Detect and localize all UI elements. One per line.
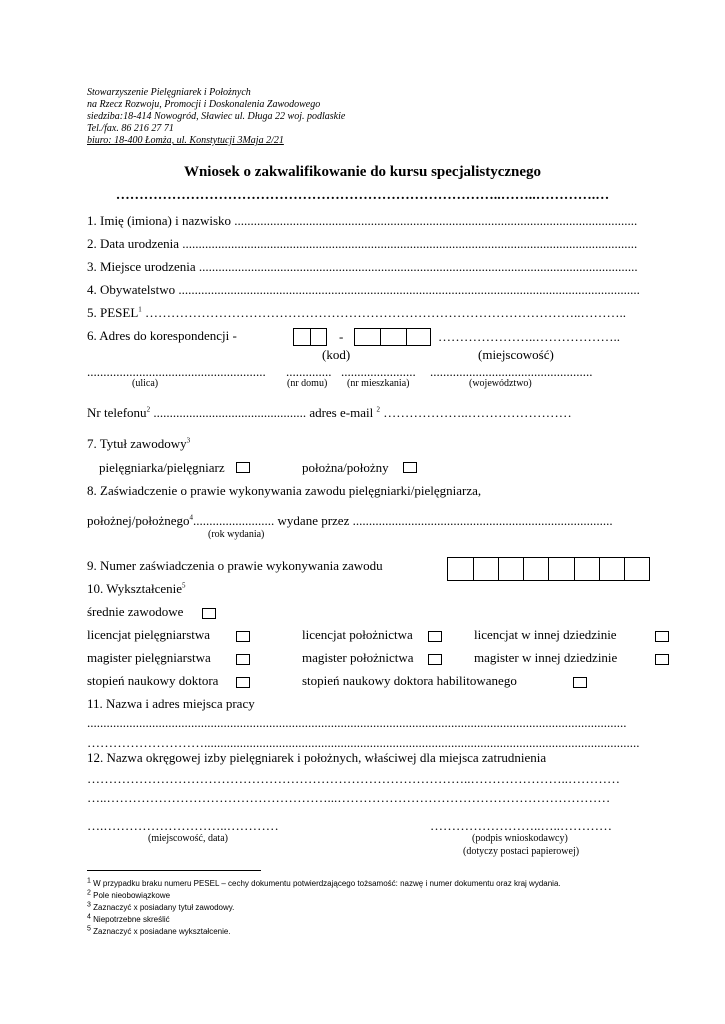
workplace-field-1[interactable]: ...................................................................................................................................................................... bbox=[87, 715, 627, 730]
footnote-ref-3: 3 bbox=[186, 436, 191, 445]
edu-secondary-checkbox[interactable] bbox=[202, 608, 216, 619]
pesel-dots: ………………………………………………………………………………………..……….. bbox=[141, 305, 627, 320]
edu-habilitation-checkbox[interactable] bbox=[573, 677, 587, 688]
signature-caption: (podpis wnioskodawcy) bbox=[472, 833, 568, 844]
address-label: 6. Adres do korespondencji - bbox=[87, 328, 237, 343]
edu-secondary-label: średnie zawodowe bbox=[87, 604, 184, 619]
city-field[interactable]: …………………..……………….. bbox=[438, 329, 620, 344]
footnote-2 bbox=[87, 891, 170, 901]
chamber-field-1[interactable]: ……………………………………………………………………………..…………………..………… bbox=[87, 771, 620, 786]
org-phone: Tel./fax. 86 216 27 71 bbox=[87, 123, 174, 134]
title-midwife-checkbox[interactable] bbox=[403, 462, 417, 473]
email-field[interactable]: ………………..…………………… bbox=[379, 405, 572, 420]
footnote-text-5: Zaznaczyć x posiadane wykształcenie. bbox=[93, 927, 231, 936]
phone-field[interactable]: ............................................... adres e-mail bbox=[150, 405, 377, 420]
edu-master-nursing-checkbox[interactable] bbox=[236, 654, 250, 665]
edu-habilitation-label: stopień naukowy doktora habilitowanego bbox=[302, 673, 517, 688]
professional-title-text: 7. Tytuł zawodowy bbox=[87, 436, 187, 451]
field-birth-place[interactable]: 3. Miejsce urodzenia ....................................................................................................................................... bbox=[87, 259, 638, 274]
apartment-number-caption: (nr mieszkania) bbox=[347, 378, 410, 389]
phone-email-row[interactable] bbox=[87, 405, 572, 421]
footnote-num-3: 3 bbox=[87, 901, 91, 909]
edu-master-midwifery-checkbox[interactable] bbox=[428, 654, 442, 665]
phone-label: Nr telefonu bbox=[87, 405, 147, 420]
field-birth-date[interactable]: 2. Data urodzenia ............................................................................................................................................ bbox=[87, 236, 638, 251]
professional-title-label bbox=[87, 436, 190, 452]
org-name-cont: na Rzecz Rozwoju, Promocji i Doskonalenia Zawodowego bbox=[87, 99, 321, 110]
footnote-5 bbox=[87, 927, 231, 937]
footnote-ref-4: 4 bbox=[189, 513, 194, 522]
field-name[interactable]: 1. Imię (imiona) i nazwisko ............................................................................................................................ bbox=[87, 213, 638, 228]
license-year-caption: (rok wydania) bbox=[208, 529, 265, 540]
house-number-field[interactable]: .............. bbox=[286, 364, 332, 379]
license-label: 8. Zaświadczenie o prawie wykonywania zawodu pielęgniarki/pielęgniarza, bbox=[87, 483, 482, 498]
postal-code-part2[interactable] bbox=[354, 328, 431, 346]
license-year-issuer-field[interactable]: ......................... wydane przez ................................................................................ bbox=[193, 513, 613, 528]
footnote-num-1: 1 bbox=[87, 877, 91, 885]
org-name: Stowarzyszenie Pielęgniarek i Położnych bbox=[87, 87, 251, 98]
workplace-label: 11. Nazwa i adres miejsca pracy bbox=[87, 696, 255, 711]
footnote-ref-2b: 2 bbox=[376, 405, 380, 414]
edu-master-other-checkbox[interactable] bbox=[655, 654, 669, 665]
footnote-num-2: 2 bbox=[87, 889, 91, 897]
footnote-text-4: Niepotrzebne skreślić bbox=[93, 915, 170, 924]
title-nurse-checkbox[interactable] bbox=[236, 462, 250, 473]
footnote-num-4: 4 bbox=[87, 913, 91, 921]
license-number-label: 9. Numer zaświadczenia o prawie wykonywania zawodu bbox=[87, 558, 383, 573]
org-office: biuro: 18-400 Łomża, ul. Konstytucji 3Maja 2/21 bbox=[87, 135, 284, 146]
chamber-field-2[interactable]: …..……………………………………………...……………………………………………………… bbox=[87, 790, 611, 805]
edu-bachelor-nursing-label: licencjat pielęgniarstwa bbox=[87, 627, 211, 642]
province-field[interactable]: .................................................. bbox=[430, 364, 593, 379]
edu-phd-label: stopień naukowy doktora bbox=[87, 673, 219, 688]
title-midwife-label: położna/położny bbox=[302, 460, 389, 475]
footnote-text-1: W przypadku braku numeru PESEL – cechy dokumentu potwierdzającego tożsamość: nazwę i numer dokumentu oraz kraj wydania. bbox=[93, 879, 561, 888]
edu-bachelor-midwifery-label: licencjat położnictwa bbox=[302, 627, 413, 642]
edu-master-other-label: magister w innej dziedzinie bbox=[474, 650, 618, 665]
footnote-ref-5: 5 bbox=[182, 581, 186, 590]
license-row[interactable] bbox=[87, 513, 613, 529]
postal-code-part1[interactable] bbox=[293, 328, 327, 346]
street-field[interactable]: ....................................................... bbox=[87, 364, 266, 379]
license-number-boxes[interactable] bbox=[447, 557, 650, 581]
field-pesel[interactable] bbox=[87, 305, 626, 321]
edu-bachelor-other-label: licencjat w innej dziedzinie bbox=[474, 627, 617, 642]
footnote-1 bbox=[87, 879, 561, 889]
field-citizenship[interactable]: 4. Obywatelstwo .............................................................................................................................................. bbox=[87, 282, 640, 297]
footnote-4 bbox=[87, 915, 170, 925]
page-title: Wniosek o zakwalifikowanie do kursu specjalistycznego bbox=[183, 164, 542, 180]
city-caption: (miejscowość) bbox=[478, 347, 554, 362]
edu-master-midwifery-label: magister położnictwa bbox=[302, 650, 414, 665]
place-date-caption: (miejscowość, data) bbox=[148, 833, 228, 844]
footnote-ref-2: 2 bbox=[146, 405, 151, 414]
license-label-cont: położnej/położnego bbox=[87, 513, 190, 528]
footnote-separator bbox=[87, 870, 261, 871]
edu-master-nursing-label: magister pielęgniarstwa bbox=[87, 650, 211, 665]
chamber-label: 12. Nazwa okręgowej izby pielęgniarek i położnych, właściwej dla miejsca zatrudnienia bbox=[87, 750, 547, 765]
apartment-number-field[interactable]: ....................... bbox=[341, 364, 416, 379]
footnote-num-5: 5 bbox=[87, 925, 91, 933]
postal-code-caption: (kod) bbox=[322, 347, 351, 362]
signature-note: (dotyczy postaci papierowej) bbox=[463, 846, 580, 857]
title-nurse-label: pielęgniarka/pielęgniarz bbox=[99, 460, 225, 475]
footnote-text-3: Zaznaczyć x posiadany tytuł zawodowy. bbox=[93, 903, 235, 912]
education-text: 10. Wykształcenie bbox=[87, 581, 182, 596]
org-header bbox=[87, 87, 345, 147]
province-caption: (województwo) bbox=[469, 378, 532, 389]
edu-phd-checkbox[interactable] bbox=[236, 677, 250, 688]
footnote-3 bbox=[87, 903, 234, 913]
footnote-text-2: Pole nieobowiązkowe bbox=[93, 891, 171, 900]
workplace-field-2[interactable]: ………………………...................................................................................................................................... bbox=[87, 735, 640, 750]
street-caption: (ulica) bbox=[132, 378, 159, 389]
pesel-label: 5. PESEL bbox=[87, 305, 139, 320]
edu-bachelor-nursing-checkbox[interactable] bbox=[236, 631, 250, 642]
place-date-field[interactable]: ….………………………..………… bbox=[87, 818, 279, 833]
org-seat: siedziba:18-414 Nowogród, Sławiec ul. Długa 22 woj. podlaskie bbox=[87, 111, 346, 122]
signature-field[interactable]: ……………………..…..………… bbox=[430, 818, 612, 833]
education-label bbox=[87, 581, 186, 597]
edu-bachelor-midwifery-checkbox[interactable] bbox=[428, 631, 442, 642]
postal-dash: - bbox=[339, 329, 344, 344]
footnote-ref-1: 1 bbox=[138, 305, 142, 314]
edu-bachelor-other-checkbox[interactable] bbox=[655, 631, 669, 642]
house-number-caption: (nr domu) bbox=[287, 378, 328, 389]
title-dots: ………………………………………………………………………..……..………….… bbox=[115, 188, 610, 203]
